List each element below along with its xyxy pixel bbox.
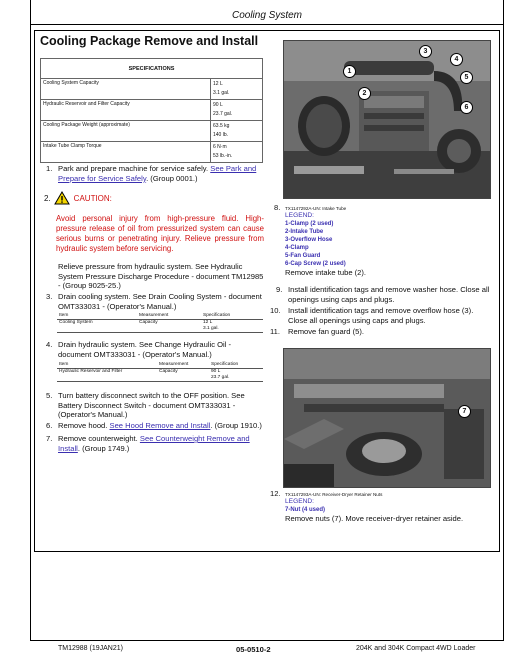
spec-value-alt: 53 lb.-in. [213,153,233,159]
figure-1-legend-title: LEGEND: [285,212,314,219]
hydraulic-capacity-table: Item Measurement Specification Hydraulic Reservoir and Filter Capacity 90 L 23.7 gal. [57,362,263,382]
figure-1-caption: TX1147292A-UN: Intake Tube [285,206,347,211]
spec-row [41,121,263,142]
legend-item: 7-Nut (4 used) [285,507,326,513]
footer-doc-id: TM12988 (19JAN21) [58,645,123,652]
page-title: Cooling Package Remove and Install [40,34,259,48]
spec-value-alt: 3.1 gal. [213,90,230,96]
footer-model: 204K and 304K Compact 4WD Loader [356,645,476,652]
footer-divider [30,640,504,641]
intake-tube-photo [283,40,491,199]
spec-value: 63.5 kg [213,123,230,129]
step-3: 3. Drain cooling system. See Drain Cooling System - document OMT333031 - (Operator's Manual.) [46,292,262,311]
hood-remove-install-link[interactable]: See Hood Remove and Install [109,421,211,430]
specifications-heading: SPECIFICATIONS [41,59,263,79]
spec-row [41,142,263,163]
receiver-dryer-illustration [284,349,491,488]
warning-triangle-icon [54,191,70,205]
spec-label: Cooling Package Weight (approximate) [41,121,211,142]
footer-page-number: 05-0510-2 [236,645,271,654]
caution-header: 2. CAUTION: [44,191,112,205]
step-9: 9. Install identification tags and remove washer hose. Close all openings using caps and plugs. [276,285,490,304]
section-header: Cooling System [231,10,303,21]
receiver-dryer-photo [283,348,491,488]
legend-item: 6-Cap Screw (2 used) [285,261,346,267]
callout-1: 1 [343,65,356,78]
step-1: 1. Park and prepare machine for service safely. See Park and Prepare for Service Safely. (Group 0001.) [46,164,257,183]
step-6: 6. Remove hood. See Hood Remove and Install. (Group 1910.) [46,421,262,430]
caution-text: Avoid personal injury from high-pressure fluid. High-pressure release of oil from pressurized system can cause serious burns or penetrating injury. Relieve pressure from hydraulic system before servicing. [56,214,264,253]
callout-6: 6 [460,101,473,114]
spec-row [41,100,263,121]
step-8-text: Remove intake tube (2). [285,268,367,277]
spec-value: 90 L [213,102,223,108]
callout-2: 2 [358,87,371,100]
park-prepare-link[interactable]: See Park and Prepare for Service Safely [58,164,257,183]
legend-item: 5-Fan Guard [285,253,321,259]
step-11: 11. Remove fan guard (5). [270,327,364,336]
spec-label: Intake Tube Clamp Torque [41,142,211,163]
legend-item: 2-Intake Tube [285,229,324,235]
legend-item: 1-Clamp (2 used) [285,221,334,227]
caution-label: CAUTION: [73,193,112,203]
figure-2-caption: TX1147293A-UN: Receiver-Dryer Retainer Nuts [285,492,383,497]
spec-value: 6 N·m [213,144,227,150]
step-5: 5. Turn battery disconnect switch to the OFF position. See Battery Disconnect Switch - document OMT333031 - (Operator's Manual.) [46,391,245,420]
spec-label: Hydraulic Reservoir and Filter Capacity [41,100,211,121]
spec-value: 12 L [213,81,223,87]
callout-7: 7 [458,405,471,418]
legend-item: 4-Clamp [285,245,309,251]
specifications-table [40,58,263,163]
spec-row [41,79,263,100]
step-10: 10. Install identification tags and remove overflow hose (3). Close all openings using caps and plugs. [270,306,474,325]
spec-value-alt: 140 lb. [213,132,229,138]
spec-label: Cooling System Capacity [41,79,211,100]
step-4: 4. Drain hydraulic system. See Change Hydraulic Oil - document OMT333031 - (Operator's Manual.) [46,340,232,359]
cooling-capacity-table: Item Measurement Specification Cooling System Capacity 12 L 3.1 gal. [57,313,263,333]
step-12-text: Remove nuts (7). Move receiver-dryer retainer aside. [285,514,464,523]
callout-3: 3 [419,45,432,58]
callout-4: 4 [450,53,463,66]
header-divider [30,24,504,25]
figure-2-legend-title: LEGEND: [285,498,314,505]
callout-5: 5 [460,71,473,84]
step-2-text: Relieve pressure from hydraulic system. See Hydraulic System Pressure Discharge Procedure - document TM12985 - (Group 9025-25.) [58,262,264,291]
legend-item: 3-Overflow Hose [285,237,333,243]
counterweight-remove-install-link[interactable]: See Counterweight Remove and Install [58,434,250,453]
spec-value-alt: 23.7 gal. [213,111,233,117]
step-7: 7. Remove counterweight. See Counterweight Remove and Install. (Group 1749.) [46,434,250,453]
